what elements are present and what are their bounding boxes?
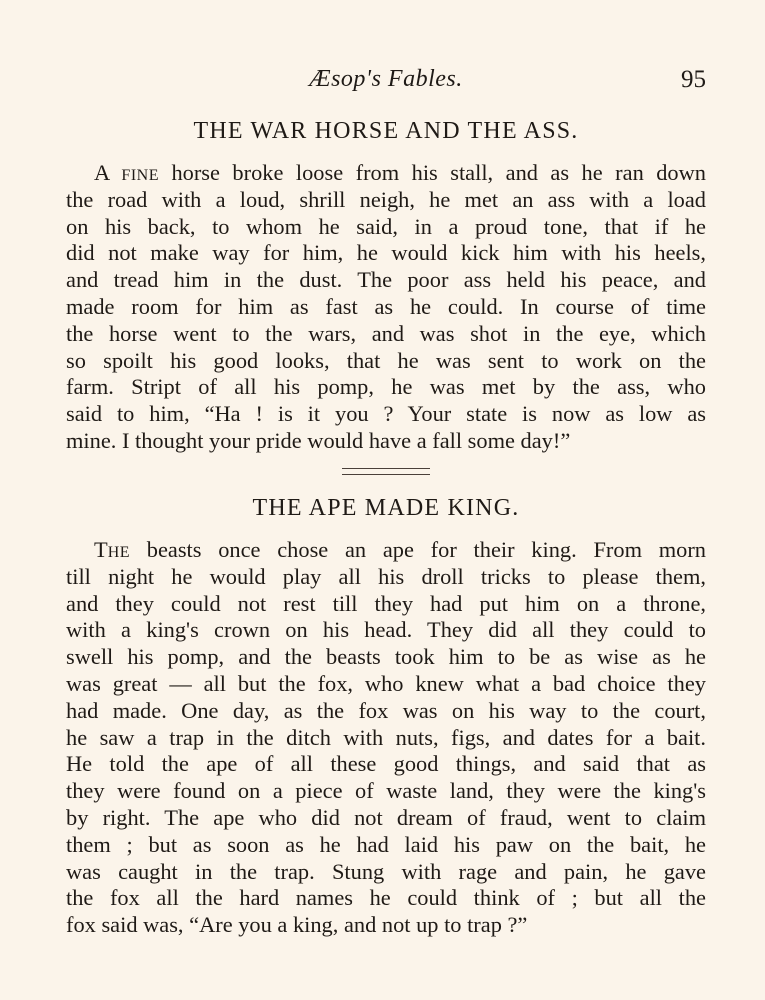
text-line: till night he would play all his droll tricks to please them, — [66, 563, 706, 589]
text-line: so spoilt his good looks, that he was sent to work on the — [66, 347, 706, 373]
text-line: the fox all the hard names he could think of ; but all the — [66, 885, 706, 911]
text-line: The beasts once chose an ape for their king. From morn — [94, 537, 706, 562]
page-number: 95 — [681, 66, 706, 93]
text-line: and tread him in the dust. The poor ass held his peace, and — [66, 267, 706, 293]
text-line: the horse went to the wars, and was shot in the eye, which — [66, 320, 706, 346]
text-line: mine. I thought your pride would have a fall some day!” — [66, 427, 571, 453]
running-title: Æsop's Fables. — [309, 66, 463, 92]
running-head — [66, 66, 706, 98]
text-line: with a king's crown on his head. They did all they could to — [66, 617, 706, 643]
fable-title-war-horse: THE WAR HORSE AND THE ASS. — [193, 118, 579, 144]
text-line: them ; but as soon as he had laid his paw on the bait, he — [66, 831, 706, 857]
text-line: made room for him as fast as he could. In course of time — [66, 293, 706, 319]
fable-title-ape-king: THE APE MADE KING. — [252, 495, 520, 521]
text-line: was great — all but the fox, who knew what a bad choice they — [66, 670, 706, 696]
text-line: He told the ape of all these good things, and said that as — [66, 751, 706, 777]
text-line: they were found on a piece of waste land, they were the king's — [66, 778, 706, 804]
text-line: the road with a loud, shrill neigh, he met an ass with a load — [66, 186, 706, 212]
text-line: he saw a trap in the ditch with nuts, figs, and dates for a bait. — [66, 724, 706, 750]
text-line: farm. Stript of all his pomp, he was met by the ass, who — [66, 374, 706, 400]
section-divider — [342, 468, 430, 475]
text-line: did not make way for him, he would kick him with his heels, — [66, 240, 706, 266]
fable-text-ape-king — [66, 537, 706, 939]
text-line: swell his pomp, and the beasts took him to be as wise as he — [66, 644, 706, 670]
fable-text-war-horse — [66, 160, 706, 455]
text-line: by right. The ape who did not dream of fraud, went to claim — [66, 804, 706, 830]
text-line: A fine horse broke loose from his stall, and as he ran down — [94, 160, 706, 185]
text-line: said to him, “Ha ! is it you ? Your state is now as low as — [66, 401, 706, 427]
text-line: fox said was, “Are you a king, and not up to trap ?” — [66, 912, 528, 938]
text-line: on his back, to whom he said, in a proud tone, that if he — [66, 213, 706, 239]
text-line: and they could not rest till they had put him on a throne, — [66, 590, 706, 616]
text-line: was caught in the trap. Stung with rage and pain, he gave — [66, 858, 706, 884]
text-line: had made. One day, as the fox was on his way to the court, — [66, 697, 706, 723]
